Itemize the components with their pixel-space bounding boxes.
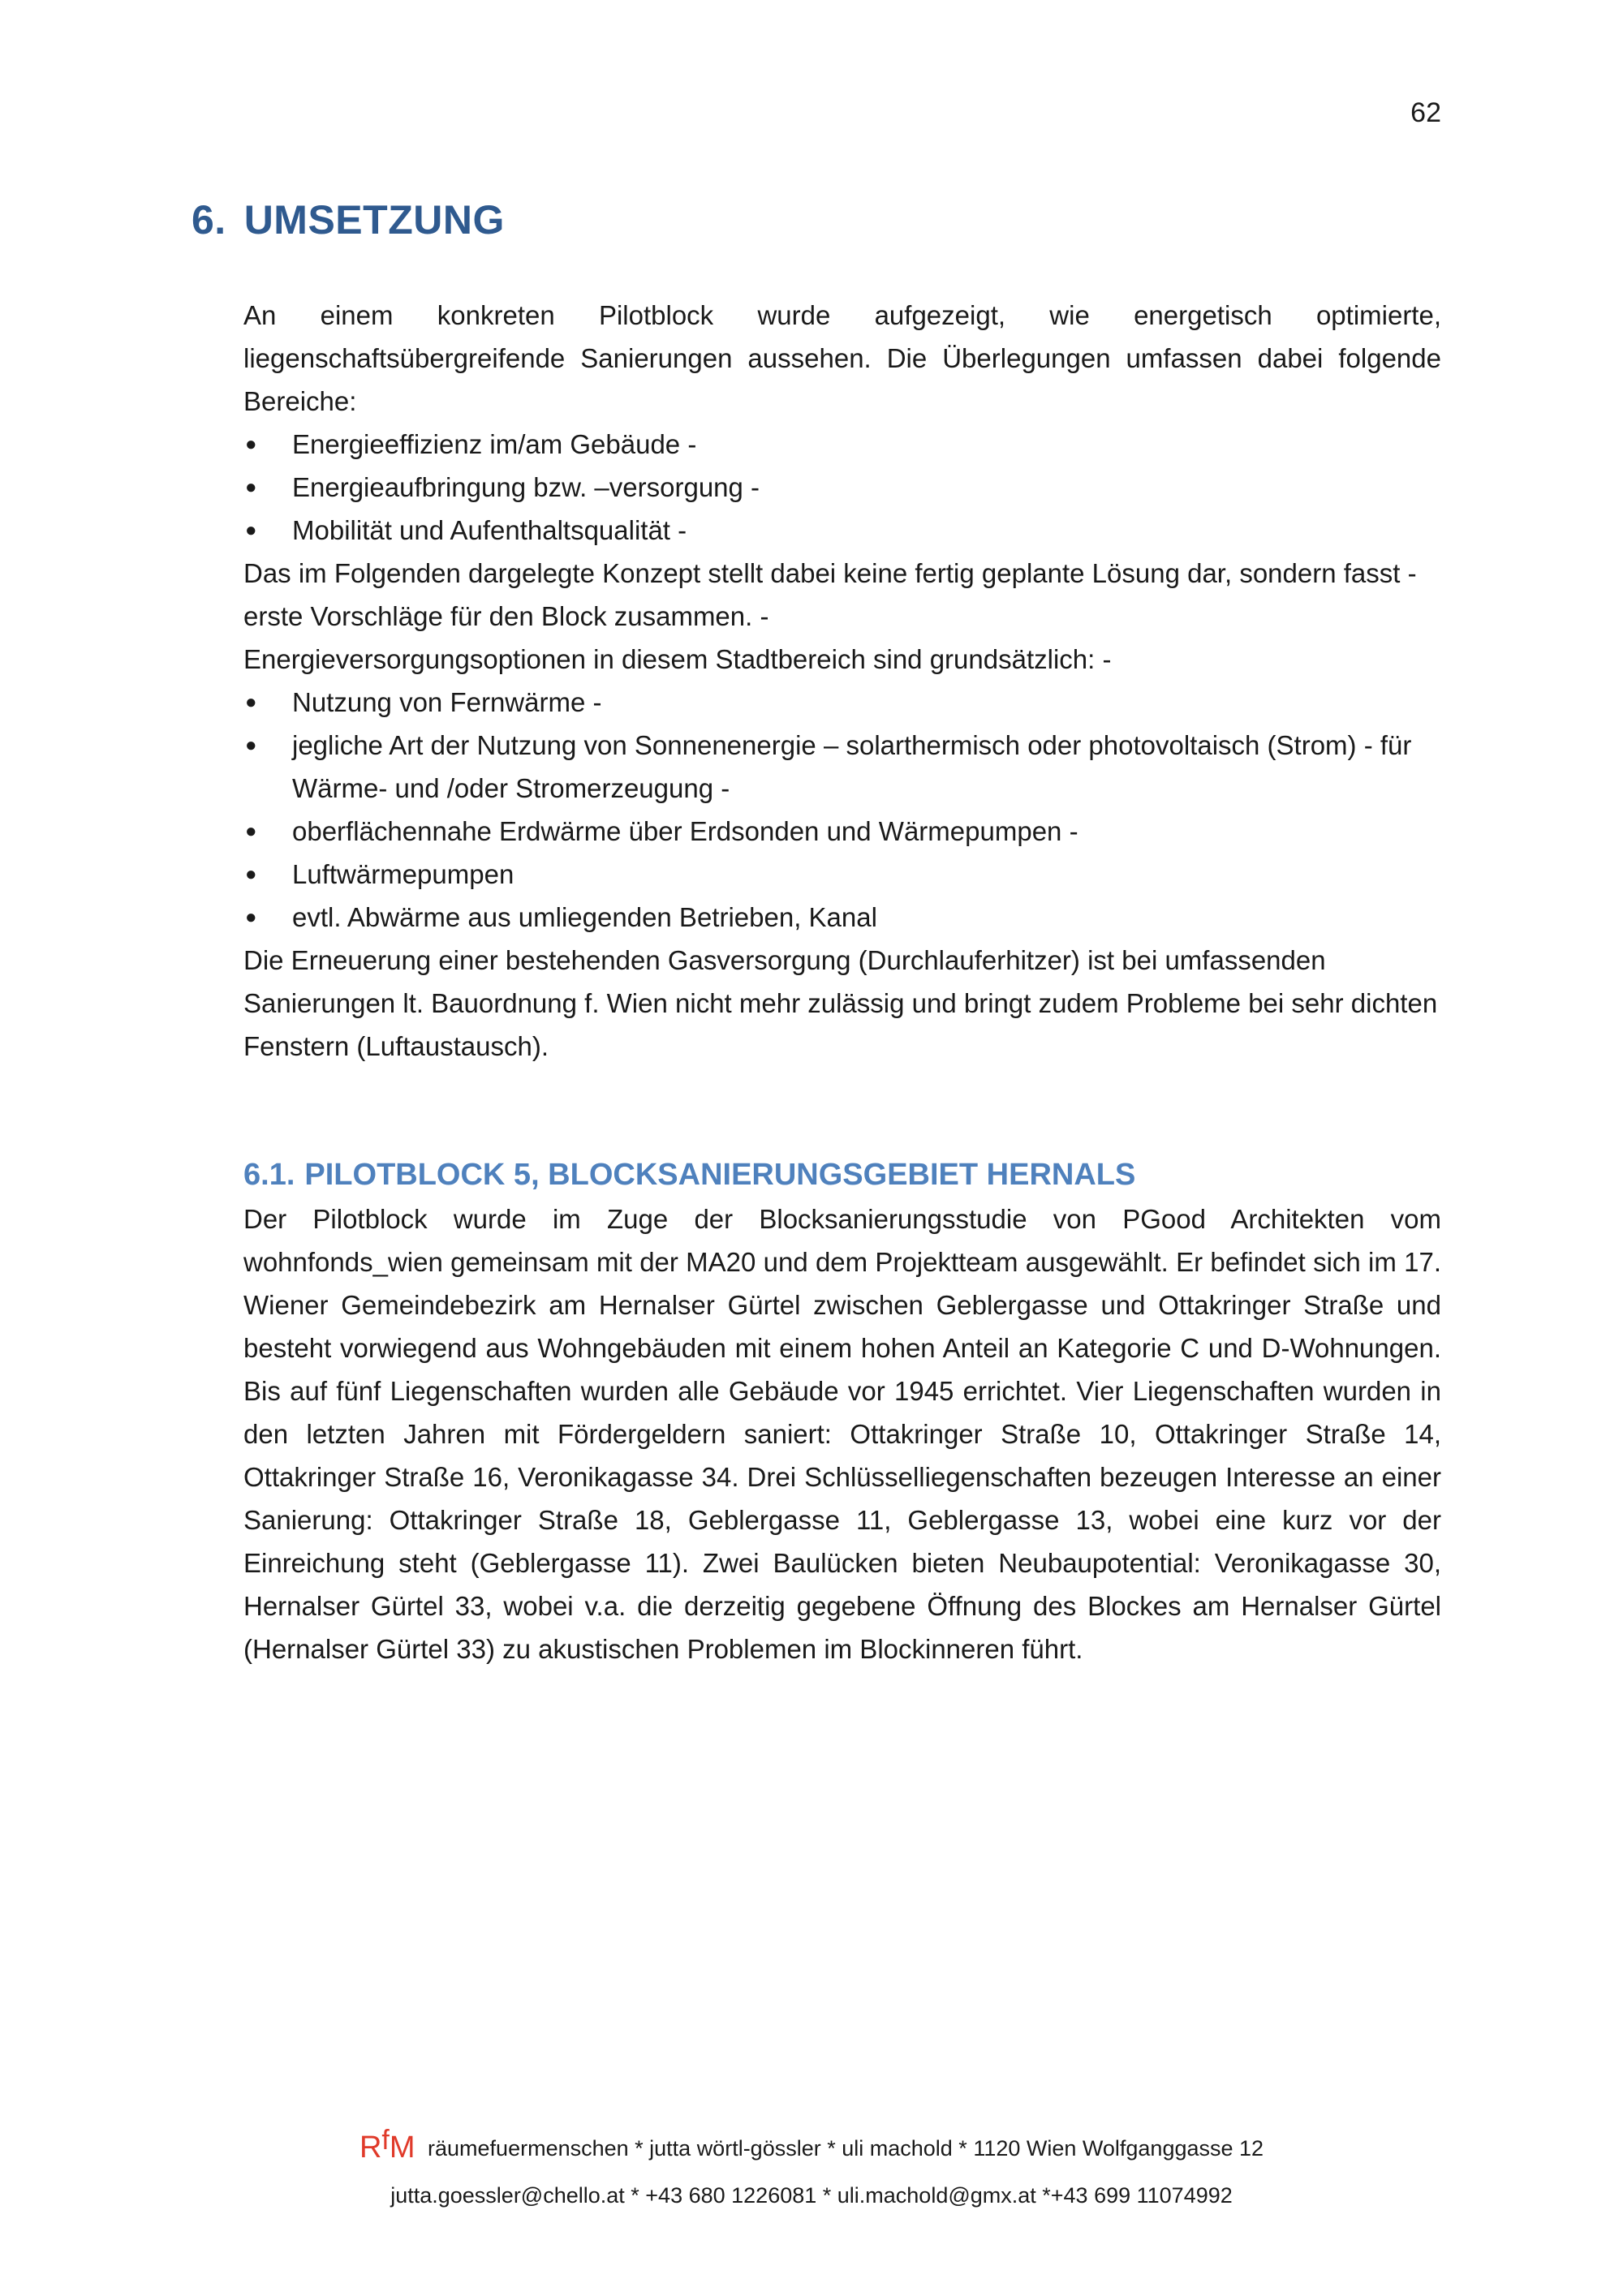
chapter-heading — [192, 196, 505, 243]
page-number: 62 — [1410, 97, 1441, 128]
energy-options-list — [243, 681, 1441, 939]
main-content — [243, 294, 1441, 1670]
intro-paragraph: An einem konkreten Pilotblock wurde aufgezeigt, wie energetisch optimierte, liegenschaftsübergreifende Sanierungen aussehen. Die Überlegungen umfassen dabei folgende Bereiche: — [243, 300, 1441, 416]
chapter-number: 6. — [192, 197, 226, 243]
gas-supply-paragraph: Die Erneuerung einer bestehenden Gasversorgung (Durchlauferhitzer) ist bei umfassenden Sanierungen lt. Bauordnung f. Wien nicht mehr zulässig und bringt zudem Probleme bei sehr dichten Fenstern (Luftaustausch). — [243, 945, 1438, 1061]
concept-paragraph: Das im Folgenden dargelegte Konzept stellt dabei keine fertig geplante Lösung dar, sondern fasst - erste Vorschläge für den Block zusammen. - — [243, 558, 1417, 631]
areas-list — [243, 423, 1441, 552]
list-item: ● evtl. Abwärme aus umliegenden Betrieben, Kanal — [243, 896, 1441, 939]
list-item: ● Mobilität und Aufenthaltsqualität - — [243, 509, 1441, 552]
list-item: ● Energieaufbringung bzw. –versorgung - — [243, 466, 1441, 509]
chapter-title: UMSETZUNG — [243, 197, 505, 243]
pilot-block-paragraph: Der Pilotblock wurde im Zuge der Blocksanierungsstudie von PGood Architekten vom wohnfonds_wien gemeinsam mit der MA20 und dem Projektteam ausgewählt. Er befindet sich im 17. Wiener Gemeindebezirk am Hernalser Gürtel zwischen Geblergasse und Ottakringer Straße und besteht vorwiegend aus Wohngebäuden mit einem hohen Anteil an Kategorie C und D-Wohnungen. Bis auf fünf Liegenschaften wurden alle Gebäude vor 1945 errichtet. Vier Liegenschaften wurden in den letzten Jahren mit Fördergeldern saniert: Ottakringer Straße 10, Ottakringer Straße 14, Ottakringer Straße 16, Veronikagasse 34. Drei Schlüsselliegenschaften bezeugen Interesse an einer Sanierung: Ottakringer Straße 18, Geblergasse 11, Geblergasse 13, wobei eine kurz vor der Einreichung steht (Geblergasse 11). Zwei Baulücken bieten Neubaupotential: Veronikagasse 30, Hernalser Gürtel 33, wobei v.a. die derzeitig gegebene Öffnung des Blockes am Hernalser Gürtel (Hernalser Gürtel 33) zu akustischen Problemen im Blockinneren führt. — [243, 1204, 1441, 1664]
list-item: ● Nutzung von Fernwärme - — [243, 681, 1441, 724]
rfm-logo: RfM — [359, 2125, 415, 2165]
list-item: ● Energieeffizienz im/am Gebäude - — [243, 423, 1441, 466]
footer-contact: jutta.goessler@chello.at * +43 680 1226081 * uli.machold@gmx.at *+43 699 11074992 — [390, 2183, 1233, 2208]
list-item: ● jegliche Art der Nutzung von Sonnenenergie – solarthermisch oder photovoltaisch (Strom) - für Wärme- und /oder Stromerzeugung - — [243, 724, 1441, 810]
section-title: PILOTBLOCK 5, BLOCKSANIERUNGSGEBIET HERNALS — [304, 1158, 1136, 1192]
footer-line-1 — [0, 2124, 1623, 2172]
section-number: 6.1. — [243, 1158, 295, 1192]
footer-address: räumefuermenschen * jutta wörtl-gössler * uli machold * 1120 Wien Wolfganggasse 12 — [428, 2136, 1264, 2161]
energy-options-intro: Energieversorgungsoptionen in diesem Stadtbereich sind grundsätzlich: - — [243, 644, 1112, 674]
list-item: ● oberflächennahe Erdwärme über Erdsonden und Wärmepumpen - — [243, 810, 1441, 853]
page-footer — [0, 2124, 1623, 2219]
section-heading — [243, 1152, 1441, 1197]
list-item: ● Luftwärmepumpen — [243, 853, 1441, 896]
